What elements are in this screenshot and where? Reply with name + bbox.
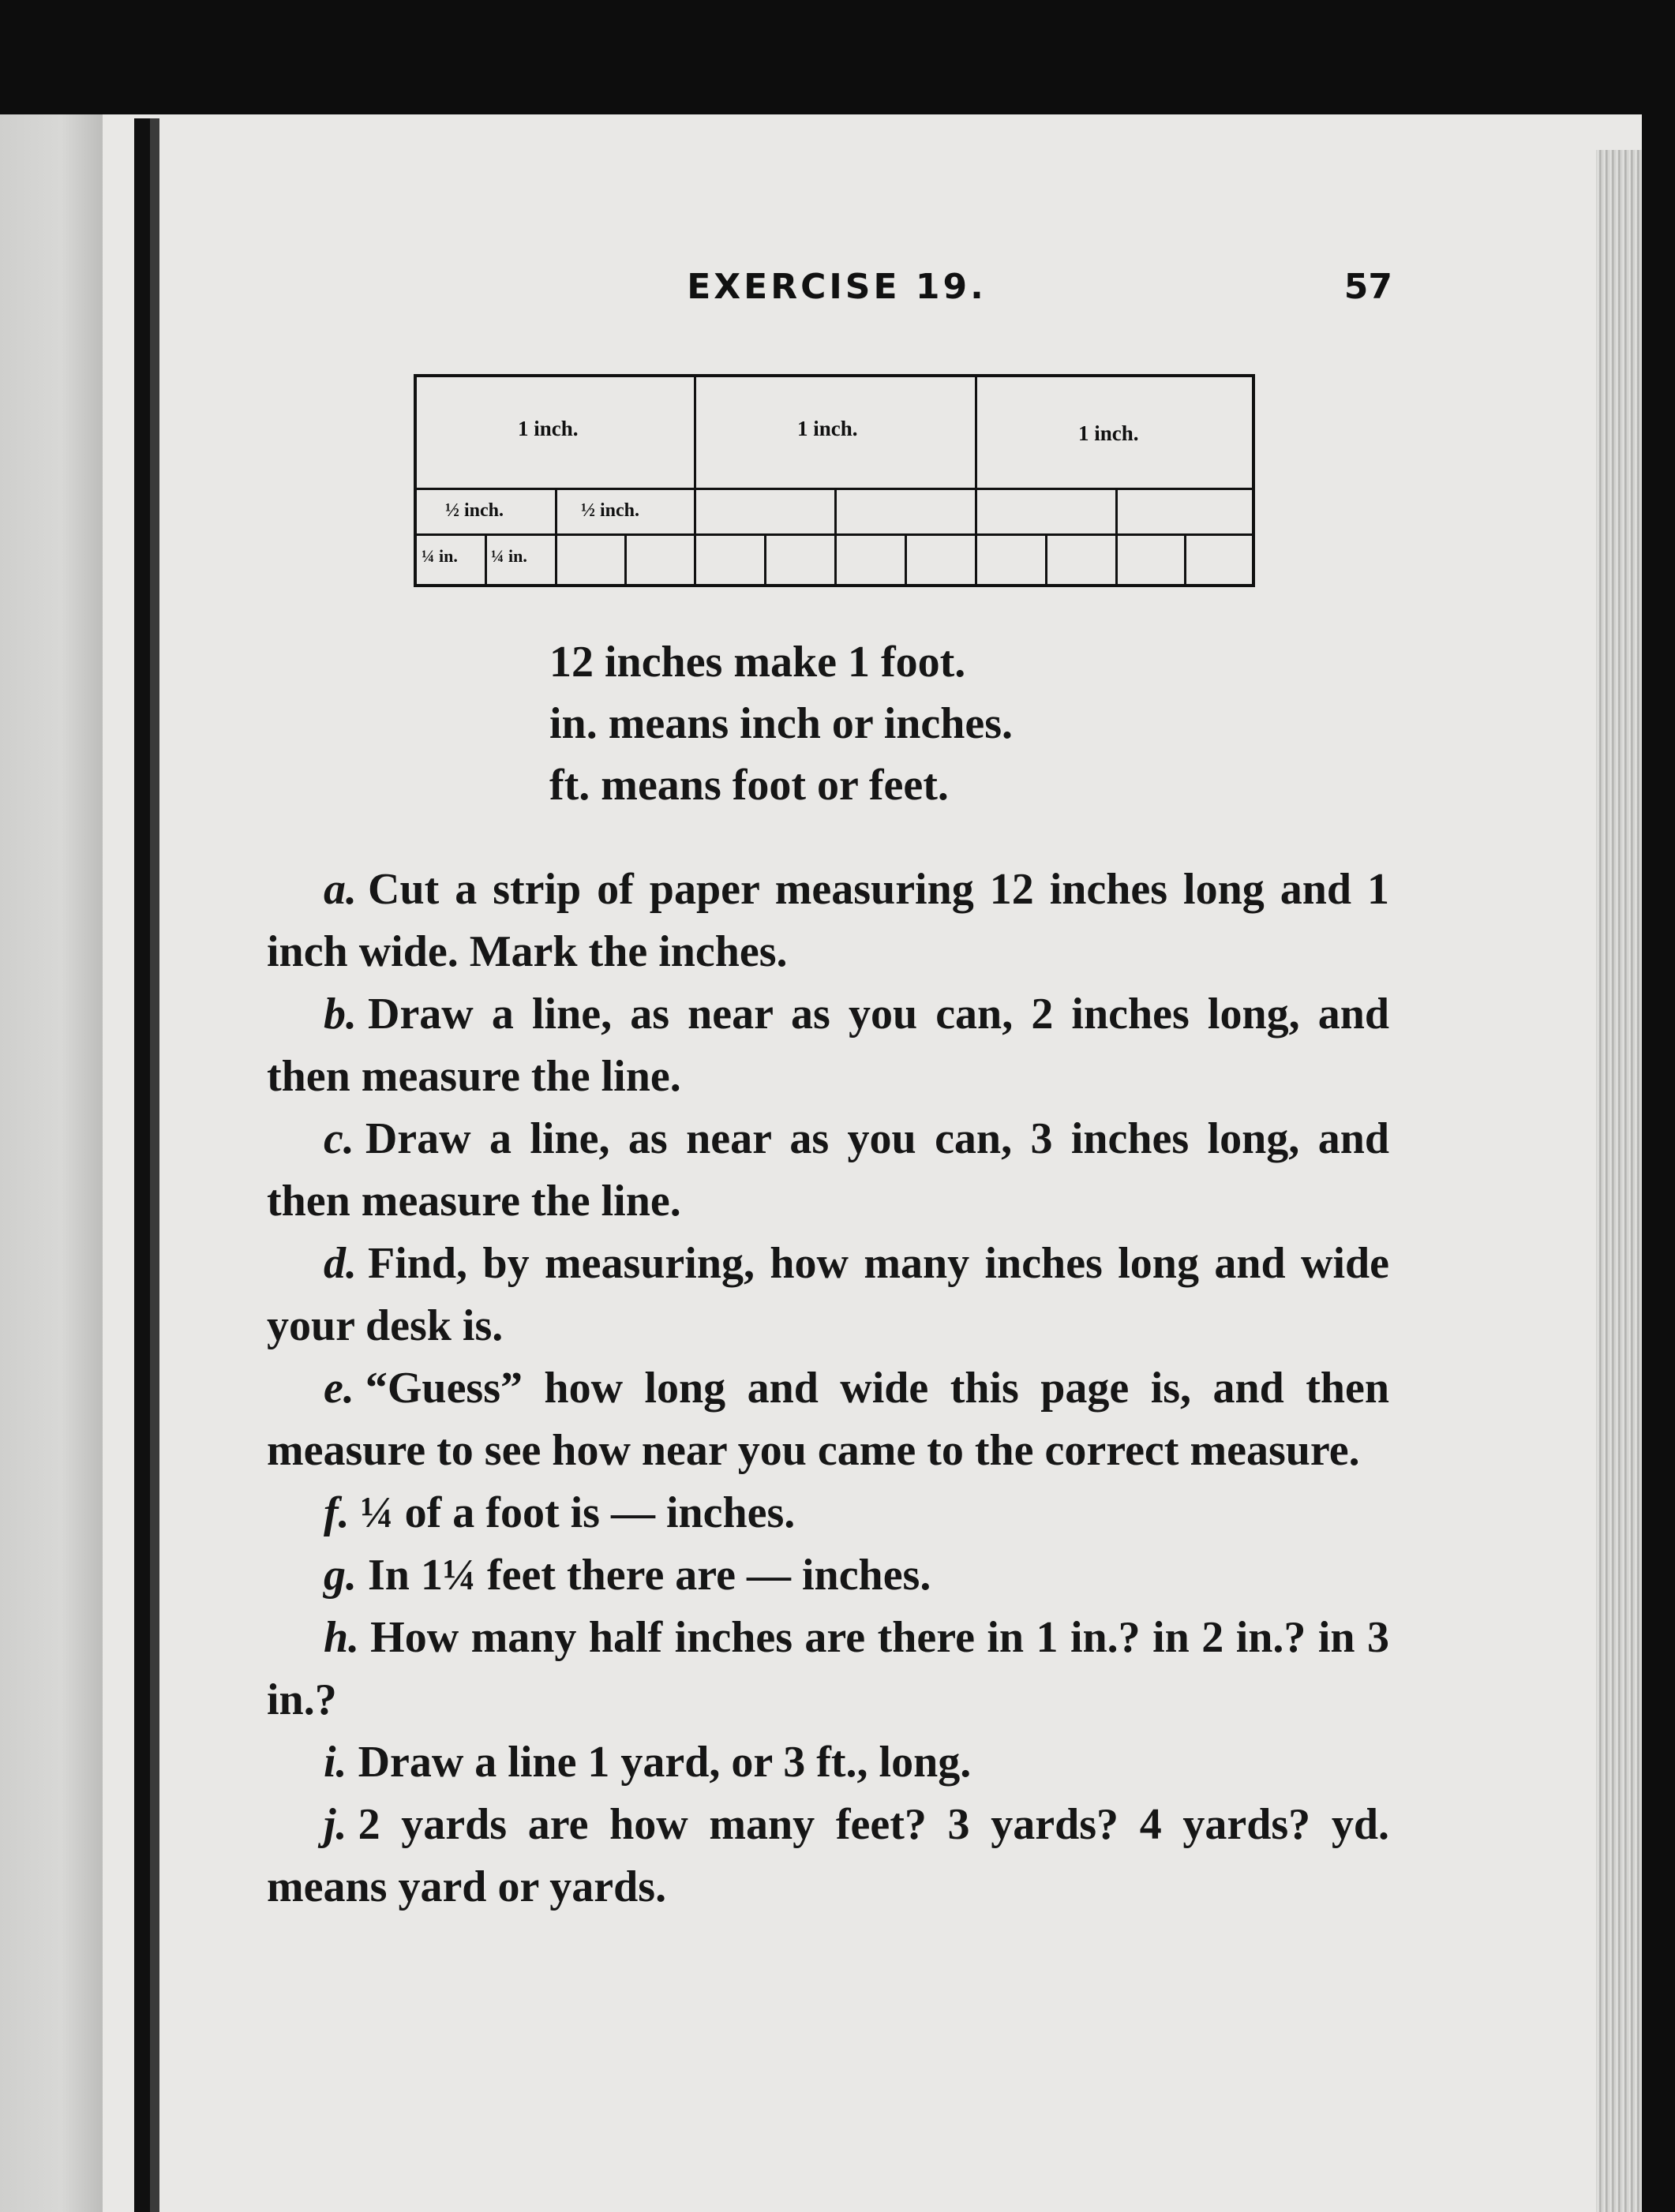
quarter-inch-divider bbox=[485, 533, 487, 584]
exercise-letter: e. bbox=[324, 1364, 354, 1413]
definition-line: ft. means foot or feet. bbox=[549, 761, 949, 810]
half-inch-divider bbox=[834, 488, 837, 584]
exercise-item bbox=[267, 983, 1389, 1108]
exercise-text: Draw a line, as near as you can, 2 inches long, and then measure the line. bbox=[267, 990, 1389, 1101]
exercise-item bbox=[267, 1233, 1389, 1357]
quarter-inch-divider bbox=[1045, 533, 1047, 584]
definitions-block bbox=[549, 631, 1013, 816]
exercise-item bbox=[267, 859, 1389, 983]
exercise-list bbox=[267, 859, 1389, 1918]
exercise-item bbox=[267, 1544, 1389, 1607]
exercise-item bbox=[267, 1731, 1389, 1794]
half-inch-divider bbox=[1115, 488, 1118, 584]
page-stack-edge bbox=[1596, 150, 1642, 2212]
exercise-letter: h. bbox=[324, 1613, 360, 1662]
exercise-item bbox=[267, 1794, 1389, 1918]
exercise-letter: b. bbox=[324, 990, 357, 1039]
quarter-inch-label: ¼ in. bbox=[491, 546, 527, 566]
exercise-text: Find, by measuring, how many inches long and wide your desk is. bbox=[267, 1239, 1389, 1350]
exercise-letter: d. bbox=[324, 1239, 357, 1288]
inch-ruler-diagram bbox=[414, 374, 1255, 587]
page-spine-shadow bbox=[134, 118, 150, 2212]
exercise-item bbox=[267, 1607, 1389, 1731]
exercise-text: How many half inches are there in 1 in.? in 2 in.? in 3 in.? bbox=[267, 1613, 1389, 1724]
exercise-text: In 1¼ feet there are — inches. bbox=[368, 1551, 931, 1600]
definition-line: 12 inches make 1 foot. bbox=[549, 638, 966, 687]
inch-label: 1 inch. bbox=[1078, 421, 1139, 445]
exercise-letter: f. bbox=[324, 1488, 350, 1537]
exercise-text: “Guess” how long and wide this page is, and then measure to see how near you came to the correct measure. bbox=[267, 1364, 1389, 1475]
half-inch-divider bbox=[555, 488, 557, 584]
page-gutter bbox=[150, 118, 159, 2212]
exercise-letter: c. bbox=[324, 1114, 354, 1163]
exercise-item bbox=[267, 1108, 1389, 1233]
exercise-text: 2 yards are how many feet? 3 yards? 4 yards? yd. means yard or yards. bbox=[267, 1800, 1389, 1911]
quarter-inch-divider bbox=[624, 533, 627, 584]
inch-divider bbox=[694, 377, 696, 584]
quarter-inch-divider bbox=[1184, 533, 1186, 584]
exercise-letter: a. bbox=[324, 865, 357, 914]
facing-page-edge bbox=[0, 114, 103, 2212]
page-title: EXERCISE 19. bbox=[687, 267, 987, 307]
exercise-item bbox=[267, 1482, 1389, 1544]
inch-label: 1 inch. bbox=[518, 417, 579, 440]
exercise-letter: j. bbox=[324, 1800, 347, 1849]
exercise-item bbox=[267, 1357, 1389, 1482]
exercise-letter: i. bbox=[324, 1738, 347, 1787]
quarter-inch-divider bbox=[764, 533, 766, 584]
exercise-text: Cut a strip of paper measuring 12 inches long and 1 inch wide. Mark the inches. bbox=[267, 865, 1389, 976]
exercise-text: Draw a line, as near as you can, 3 inches long, and then measure the line. bbox=[267, 1114, 1389, 1226]
quarter-inch-label: ¼ in. bbox=[422, 546, 458, 566]
exercise-letter: g. bbox=[324, 1551, 357, 1600]
quarter-inch-divider bbox=[905, 533, 907, 584]
definition-line: in. means inch or inches. bbox=[549, 699, 1014, 748]
inch-label: 1 inch. bbox=[797, 417, 858, 440]
exercise-text: ¼ of a foot is — inches. bbox=[360, 1488, 796, 1537]
half-inch-label: ½ inch. bbox=[445, 500, 504, 521]
inch-divider bbox=[975, 377, 977, 584]
page-number: 57 bbox=[1343, 267, 1392, 307]
half-inch-label: ½ inch. bbox=[581, 500, 640, 521]
exercise-text: Draw a line 1 yard, or 3 ft., long. bbox=[358, 1738, 972, 1787]
